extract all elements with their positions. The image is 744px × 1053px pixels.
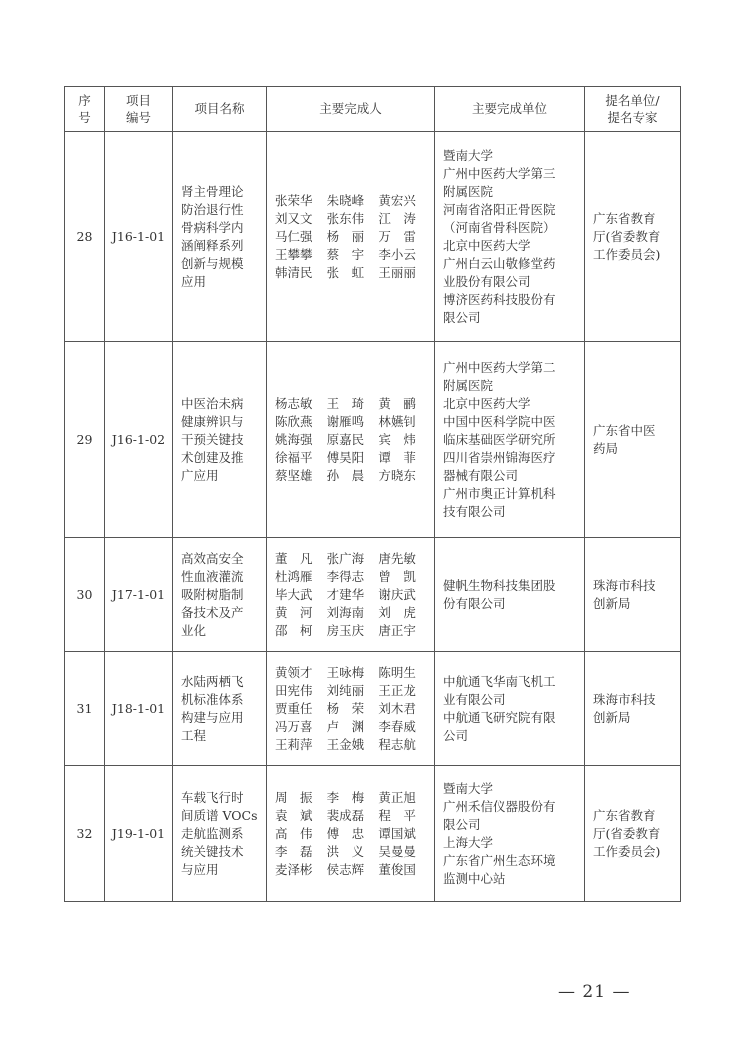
row-nominator — [585, 342, 681, 538]
row-people — [267, 132, 435, 342]
person-name: 程志航 — [378, 736, 416, 752]
project-name-line: 性血液灌流 — [181, 568, 244, 584]
project-name-line: 走航监测系 — [181, 825, 244, 841]
project-name-line: 吸附树脂制 — [181, 586, 244, 602]
project-name-line: 间质谱 VOCs — [181, 807, 258, 823]
person-name: 黄宏兴 — [378, 192, 416, 208]
nominator-line: 厅(省委教育 — [593, 825, 661, 841]
project-name-line: 构建与应用 — [181, 709, 244, 725]
person-name: 董 凡 — [275, 550, 313, 566]
person-name: 张东伟 — [326, 210, 365, 226]
person-name: 张 虹 — [326, 264, 365, 280]
person-name: 麦泽彬 — [275, 861, 313, 877]
row-code: J19-1-01 — [105, 766, 173, 902]
unit-line: 广州市奥正计算机科 — [443, 485, 556, 501]
nominator-line: 工作委员会) — [593, 246, 661, 262]
nominator-line: 创新局 — [593, 595, 631, 611]
person-name: 侯志辉 — [326, 861, 365, 877]
nominator-line: 创新局 — [593, 709, 631, 725]
person-name: 房玉庆 — [326, 622, 365, 638]
table-row — [65, 652, 681, 766]
table-row — [65, 538, 681, 652]
project-name-line: 工程 — [181, 727, 207, 743]
unit-line: 四川省崇州锦海医疗 — [443, 449, 556, 465]
unit-line: 暨南大学 — [443, 780, 494, 796]
row-seq: 30 — [65, 538, 105, 652]
person-name: 才建华 — [326, 586, 365, 602]
row-code: J18-1-01 — [105, 652, 173, 766]
row-project-name — [173, 652, 267, 766]
unit-line: 广州白云山敬修堂药 — [443, 255, 556, 271]
person-name: 杨志敏 — [275, 395, 313, 411]
row-people — [267, 766, 435, 902]
nominator-line: 广东省教育 — [593, 807, 656, 823]
person-name: 李 梅 — [326, 789, 365, 805]
person-name: 杨 丽 — [326, 228, 365, 244]
person-name: 傅昊阳 — [326, 449, 365, 465]
row-units — [435, 766, 585, 902]
person-name: 裴成磊 — [326, 807, 365, 823]
person-name: 刘海南 — [326, 604, 365, 620]
unit-line: 上海大学 — [443, 834, 494, 850]
person-name: 王莉萍 — [275, 736, 313, 752]
person-name: 陈欣燕 — [275, 413, 313, 429]
nominator-line: 厅(省委教育 — [593, 228, 661, 244]
row-units — [435, 132, 585, 342]
person-name: 王丽丽 — [378, 264, 416, 280]
project-name-line: 应用 — [181, 273, 207, 289]
person-name: 万 雷 — [378, 228, 416, 244]
header-nominator: 提名单位/提名专家 — [585, 87, 681, 132]
unit-line: 广州中医药大学第二 — [443, 359, 556, 375]
person-name: 程 平 — [378, 807, 416, 823]
page-number: — 21 — — [558, 982, 631, 1002]
row-seq: 28 — [65, 132, 105, 342]
header-seq: 序号 — [65, 87, 105, 132]
unit-line: 监测中心站 — [443, 870, 506, 886]
person-name: 刘木君 — [378, 700, 416, 716]
row-seq: 32 — [65, 766, 105, 902]
unit-line: 限公司 — [443, 816, 481, 832]
person-name: 洪 义 — [326, 843, 365, 859]
person-name: 李春威 — [378, 718, 416, 734]
row-code: J16-1-01 — [105, 132, 173, 342]
project-name-line: 涵阐释系列 — [181, 237, 244, 253]
person-name: 方晓东 — [378, 467, 416, 483]
person-name: 谭国斌 — [378, 825, 416, 841]
person-name: 宾 炜 — [378, 431, 416, 447]
unit-line: 器械有限公司 — [443, 467, 519, 483]
row-seq: 29 — [65, 342, 105, 538]
person-name: 姚海强 — [275, 431, 313, 447]
person-name: 唐正宇 — [378, 622, 416, 638]
project-name-line: 高效高安全 — [181, 550, 244, 566]
table-header-row — [65, 87, 681, 132]
unit-line: 暨南大学 — [443, 147, 494, 163]
row-people — [267, 342, 435, 538]
person-name: 王咏梅 — [326, 664, 365, 680]
project-name-line: 干预关键技 — [181, 431, 244, 447]
project-name-line: 业化 — [181, 622, 207, 638]
nominator-line: 珠海市科技 — [593, 691, 656, 707]
person-name: 李 磊 — [275, 843, 313, 859]
unit-line: 技有限公司 — [443, 503, 506, 519]
row-project-name — [173, 342, 267, 538]
person-name: 唐先敏 — [378, 550, 416, 566]
row-units — [435, 342, 585, 538]
project-name-line: 防治退行性 — [181, 201, 244, 217]
person-name: 袁 斌 — [275, 807, 313, 823]
row-people — [267, 538, 435, 652]
person-name: 黄 河 — [275, 604, 313, 620]
row-nominator — [585, 652, 681, 766]
person-name: 刘纯丽 — [326, 682, 365, 698]
row-code: J17-1-01 — [105, 538, 173, 652]
person-name: 黄 鹂 — [378, 395, 416, 411]
project-name-line: 创新与规模 — [181, 255, 244, 271]
person-name: 冯万喜 — [275, 718, 313, 734]
nominator-line: 珠海市科技 — [593, 577, 656, 593]
row-people — [267, 652, 435, 766]
unit-line: 临床基础医学研究所 — [443, 431, 556, 447]
nominator-line: 广东省中医 — [593, 422, 656, 438]
table-row — [65, 132, 681, 342]
person-name: 田宪伟 — [275, 682, 313, 698]
row-project-name — [173, 132, 267, 342]
person-name: 贾重任 — [275, 700, 313, 716]
person-name: 卢 渊 — [326, 718, 365, 734]
person-name: 高 伟 — [275, 825, 313, 841]
awards-table — [64, 86, 681, 902]
person-name: 黄正旭 — [378, 789, 416, 805]
unit-line: 业有限公司 — [443, 691, 506, 707]
unit-line: 广州禾信仪器股份有 — [443, 798, 556, 814]
header-code: 项目编号 — [105, 87, 173, 132]
row-code: J16-1-02 — [105, 342, 173, 538]
header-name: 项目名称 — [173, 87, 267, 132]
unit-line: 健帆生物科技集团股 — [443, 577, 556, 593]
project-name-line: 骨病科学内 — [181, 219, 244, 235]
project-name-line: 机标准体系 — [181, 691, 244, 707]
person-name: 谢雁鸣 — [326, 413, 365, 429]
unit-line: （河南省骨科医院） — [443, 219, 556, 235]
row-nominator — [585, 538, 681, 652]
header-units: 主要完成单位 — [435, 87, 585, 132]
unit-line: 业股份有限公司 — [443, 273, 531, 289]
person-name: 原嘉民 — [326, 431, 365, 447]
person-name: 张荣华 — [275, 192, 313, 208]
unit-line: 中国中医科学院中医 — [443, 413, 556, 429]
person-name: 黄领才 — [275, 664, 313, 680]
person-name: 杨 荣 — [326, 700, 365, 716]
person-name: 徐福平 — [275, 449, 313, 465]
project-name-line: 广应用 — [181, 467, 219, 483]
row-project-name — [173, 538, 267, 652]
row-nominator — [585, 132, 681, 342]
unit-line: 中航通飞研究院有限 — [443, 709, 556, 725]
row-project-name — [173, 766, 267, 902]
person-name: 蔡坚雄 — [275, 467, 313, 483]
unit-line: 附属医院 — [443, 183, 494, 199]
unit-line: 公司 — [443, 727, 469, 743]
project-name-line: 统关键技术 — [181, 843, 244, 859]
unit-line: 北京中医药大学 — [443, 237, 531, 253]
project-name-line: 车载飞行时 — [181, 789, 244, 805]
person-name: 杜鸿雁 — [275, 568, 313, 584]
row-units — [435, 652, 585, 766]
row-units — [435, 538, 585, 652]
project-name-line: 水陆两栖飞 — [181, 673, 244, 689]
person-name: 王正龙 — [378, 682, 416, 698]
person-name: 刘又文 — [275, 210, 313, 226]
person-name: 孙 晨 — [326, 467, 365, 483]
unit-line: 附属医院 — [443, 377, 494, 393]
person-name: 刘 虎 — [378, 604, 416, 620]
person-name: 谭 菲 — [378, 449, 416, 465]
person-name: 林嬿钊 — [378, 413, 416, 429]
person-name: 吴曼曼 — [378, 843, 416, 859]
project-name-line: 肾主骨理论 — [181, 183, 244, 199]
table-row — [65, 342, 681, 538]
person-name: 曾 凯 — [378, 568, 416, 584]
person-name: 王 琦 — [326, 395, 365, 411]
person-name: 傅 忠 — [326, 825, 365, 841]
unit-line: 广州中医药大学第三 — [443, 165, 556, 181]
person-name: 韩清民 — [275, 264, 313, 280]
person-name: 王攀攀 — [275, 246, 313, 262]
person-name: 谢庆武 — [378, 586, 416, 602]
unit-line: 北京中医药大学 — [443, 395, 531, 411]
table-row — [65, 766, 681, 902]
person-name: 毕大武 — [275, 586, 313, 602]
project-name-line: 健康辨识与 — [181, 413, 244, 429]
project-name-line: 备技术及产 — [181, 604, 244, 620]
header-people: 主要完成人 — [267, 87, 435, 132]
person-name: 张广海 — [326, 550, 365, 566]
person-name: 王金娥 — [326, 736, 365, 752]
project-name-line: 术创建及推 — [181, 449, 244, 465]
unit-line: 限公司 — [443, 309, 481, 325]
person-name: 朱晓峰 — [326, 192, 365, 208]
row-seq: 31 — [65, 652, 105, 766]
person-name: 董俊国 — [378, 861, 416, 877]
person-name: 陈明生 — [378, 664, 416, 680]
unit-line: 博济医药科技股份有 — [443, 291, 556, 307]
unit-line: 中航通飞华南飞机工 — [443, 673, 556, 689]
row-nominator — [585, 766, 681, 902]
unit-line: 份有限公司 — [443, 595, 506, 611]
person-name: 李得志 — [326, 568, 365, 584]
nominator-line: 工作委员会) — [593, 843, 661, 859]
person-name: 周 振 — [275, 789, 313, 805]
person-name: 邵 柯 — [275, 622, 313, 638]
person-name: 江 涛 — [378, 210, 416, 226]
person-name: 马仁强 — [275, 228, 313, 244]
person-name: 李小云 — [378, 246, 416, 262]
unit-line: 河南省洛阳正骨医院 — [443, 201, 556, 217]
nominator-line: 广东省教育 — [593, 210, 656, 226]
project-name-line: 中医治未病 — [181, 395, 244, 411]
unit-line: 广东省广州生态环境 — [443, 852, 556, 868]
nominator-line: 药局 — [593, 440, 619, 456]
person-name: 蔡 宇 — [326, 246, 365, 262]
project-name-line: 与应用 — [181, 861, 219, 877]
